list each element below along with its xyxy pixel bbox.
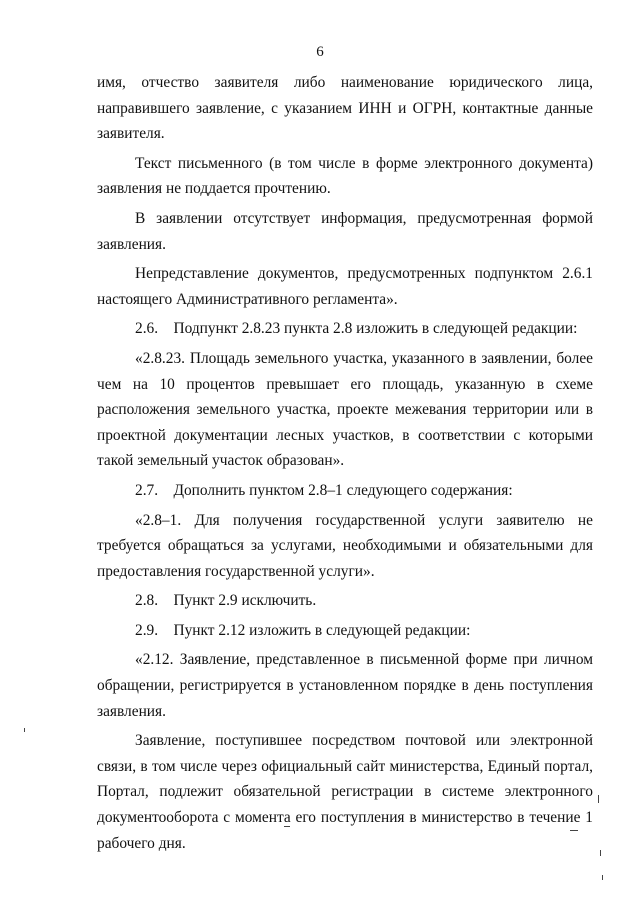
- paragraph-item-2-9: 2.9. Пункт 2.12 изложить в следующей редакции:: [135, 621, 471, 639]
- paragraph-applicant-details: имя, отчество заявителя либо наименование юридического лица, направившего заявление, с указанием ИНН и ОГРН, контактные данные заявителя.: [97, 74, 593, 143]
- scan-mark: [284, 826, 290, 827]
- scan-mark: [24, 728, 25, 732]
- paragraph-subitem-2-8-23: «2.8.23. Площадь земельного участка, указанного в заявлении, более чем на 10 процентов превышает его площадь, указанную в схеме расположения земельного участка, проекте межевания территории или в проектной документации лесных участков, в соответствии с которыми такой земельный участок образован».: [97, 349, 593, 470]
- paragraph-missing-info: В заявлении отсутствует информация, предусмотренная формой заявления.: [97, 209, 593, 253]
- paragraph-item-2-6: 2.6. Подпункт 2.8.23 пункта 2.8 изложить в следующей редакции:: [135, 320, 578, 338]
- paragraph-item-2-12: «2.12. Заявление, представленное в письменной форме при личном обращении, регистрируется в установленном порядке в день поступления заявления.: [97, 651, 593, 720]
- document-body: [97, 70, 593, 856]
- scan-mark: [602, 875, 603, 880]
- paragraph-missing-documents: Непредставление документов, предусмотренных подпунктом 2.6.1 настоящего Административного регламента».: [97, 265, 593, 308]
- paragraph-item-2-8: 2.8. Пункт 2.9 исключить.: [135, 592, 317, 610]
- paragraph-item-2-8-1: «2.8–1. Для получения государственной услуги заявителю не требуется обращаться за услугами, необходимыми и обязательными для предоставления государственной услуги».: [97, 511, 593, 580]
- paragraph-electronic-registration: Заявление, поступившее посредством почтовой или электронной связи, в том числе через официальный сайт министерства, Единый портал, Портал, подлежит обязательной регистрации в системе электронного документооборота с момента его поступления в министерство в течение 1 рабочего дня.: [97, 732, 593, 852]
- page-number: 6: [316, 44, 324, 60]
- scan-mark: [598, 795, 599, 803]
- scan-mark: [570, 830, 578, 831]
- scan-mark: [600, 850, 601, 856]
- paragraph-item-2-7: 2.7. Дополнить пунктом 2.8–1 следующего содержания:: [135, 481, 513, 499]
- paragraph-unreadable-text: Текст письменного (в том числе в форме электронного документа) заявления не поддается прочтению.: [97, 154, 593, 198]
